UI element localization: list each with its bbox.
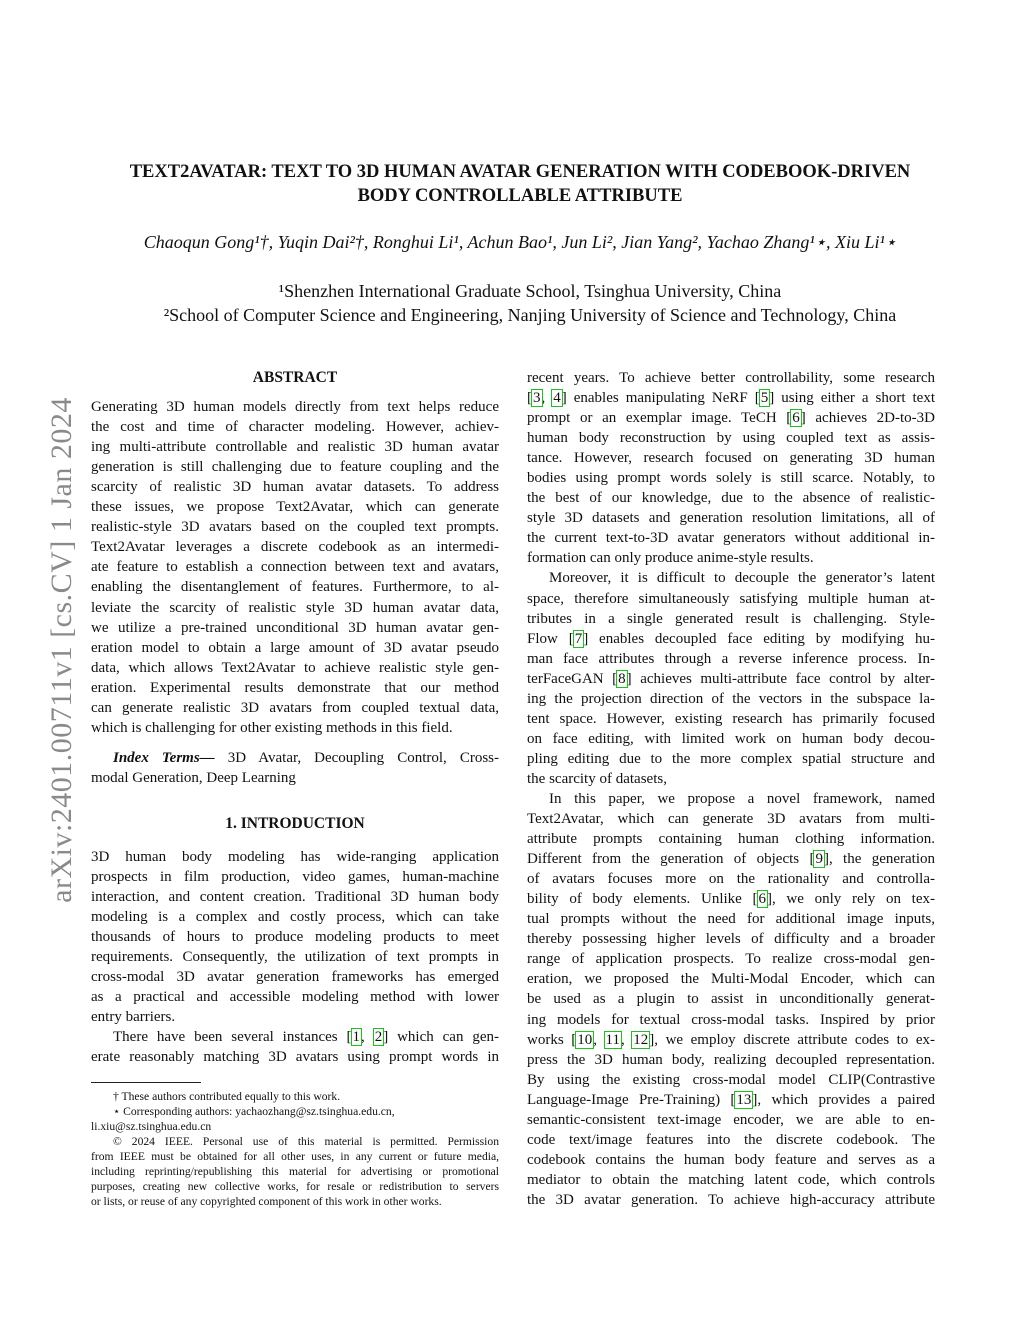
abstract-line: scarcity of realistic 3D human avatar datasets. To address <box>91 479 499 496</box>
intro-line: cross-modal 3D avatar generation frameworks has emerged <box>91 969 499 986</box>
body-line: recent years. To achieve better controllability, some research <box>527 370 935 386</box>
abstract-line: these issues, we propose Text2Avatar, which can generate <box>91 499 499 516</box>
abstract-heading: ABSTRACT <box>252 369 338 386</box>
footnote-rule <box>91 1082 201 1083</box>
body-line: In this paper, we propose a novel framework, named <box>549 790 935 807</box>
title-line: BODY CONTROLLABLE ATTRIBUTE <box>357 186 683 206</box>
body-paragraph <box>527 568 935 789</box>
text-run: [ <box>527 390 532 407</box>
citation-link[interactable]: 8 <box>618 670 626 687</box>
body-line: formation can only produce anime-style results. <box>527 550 814 567</box>
text-run: works [ <box>527 1031 577 1048</box>
abstract-line: Generating 3D human models directly from text helps reduce <box>91 399 499 416</box>
body-line: the current text-to-3D avatar generators without additional in- <box>527 530 935 547</box>
body-line: space, therefore simultaneously satisfying multiple human at- <box>527 590 935 607</box>
affiliation-line: ¹Shenzhen International Graduate School, Tsinghua University, China <box>278 281 782 301</box>
abstract-line: enabling the disentanglement of features. Furthermore, to al- <box>91 579 499 596</box>
body-paragraph <box>527 789 935 1210</box>
body-line: eration, we proposed the Multi-Modal Encoder, which can <box>527 971 935 988</box>
intro-line: interaction, and content creation. Traditional 3D human body <box>91 889 499 906</box>
body-line: man face attributes through a reverse inference process. In- <box>527 650 935 667</box>
author-list: Chaoqun Gong¹†, Yuqin Dai²†, Ronghui Li¹, Achun Bao¹, Jun Li², Jian Yang², Yachao Zhang¹⋆, Xiu Li¹⋆ <box>143 232 897 252</box>
body-line: on face editing, with limited work on human body decou- <box>527 730 935 747</box>
footnotes <box>91 1089 499 1209</box>
body-line <box>527 388 935 408</box>
text-run: ] achieves multi-attribute face control by alter- <box>626 670 935 687</box>
citation-link[interactable]: 13 <box>736 1091 752 1108</box>
index-terms-label: Index Terms— <box>113 749 215 766</box>
body-line: pling editing due to the more complex spatial structure and <box>527 750 935 767</box>
body-line: bodies using prompt words solely is still scarce. Notably, to <box>527 470 935 487</box>
citation-link[interactable]: 12 <box>633 1031 649 1048</box>
paper-title <box>80 160 960 208</box>
intro-paragraph <box>91 1027 499 1067</box>
text-run: Language-Image Pre-Training) [ <box>527 1091 736 1108</box>
body-line: the best of our knowledge, due to the absence of realistic- <box>527 490 935 507</box>
citation-link[interactable]: 7 <box>574 630 583 647</box>
abstract-line: we utilize a pre-trained unconditional 3D human avatar gen- <box>91 619 499 636</box>
intro-paragraph <box>91 847 499 1027</box>
text-run: , <box>541 390 553 407</box>
text-run: Different from the generation of objects [ <box>527 851 815 868</box>
intro-line: 3D human body modeling has wide-ranging application <box>91 848 499 865</box>
intro-line: entry barriers. <box>91 1009 176 1026</box>
text-run: Flow [ <box>527 630 574 647</box>
body-line: human body reconstruction by using coupled text as assis- <box>527 430 935 447</box>
citation-link[interactable]: 9 <box>815 851 823 868</box>
abstract-line: eration. Experimental results demonstrate that our method <box>91 679 499 696</box>
body-line: attribute prompts containing human clothing information. <box>527 831 935 848</box>
citation-link[interactable]: 11 <box>605 1031 620 1048</box>
text-run: ] using either a short text <box>769 390 935 407</box>
body-line <box>527 1090 935 1110</box>
body-line <box>527 1030 935 1050</box>
body-line <box>527 669 935 689</box>
index-terms-line <box>91 748 499 768</box>
intro-line: as a practical and accessible modeling method with lower <box>91 989 499 1006</box>
intro-line <box>91 1027 499 1047</box>
footnote-line: † These authors contributed equally to this work. <box>113 1089 341 1103</box>
footnote-line: ⋆ Corresponding authors: yachaozhang@sz.tsinghua.edu.cn, <box>113 1104 395 1118</box>
citation-link[interactable]: 1 <box>352 1029 361 1046</box>
body-line <box>527 849 935 869</box>
body-line: codebook contains the human body feature and serves as a <box>527 1151 935 1168</box>
text-run: ] enables manipulating NeRF [ <box>561 390 760 407</box>
abstract-line: realistic-style 3D avatars based on the coupled text prompts. <box>91 519 499 536</box>
body-line: range of application prospects. To realize cross-modal gen- <box>527 951 935 968</box>
intro-line: erate reasonably matching 3D avatars using prompt words in <box>91 1049 499 1066</box>
copyright-line: including reprinting/republishing this material for advertising or promotional <box>91 1164 499 1178</box>
text-run: , <box>593 1031 605 1048</box>
body-line: Moreover, it is difficult to decouple the generator’s latent <box>549 570 935 587</box>
text-run: There have been several instances [ <box>113 1029 352 1046</box>
text-run: ] achieves 2D-to-3D <box>800 410 935 427</box>
copyright-line: from IEEE must be obtained for all other uses, in any current or future media, <box>91 1149 499 1163</box>
copyright-line: © 2024 IEEE. Personal use of this material is permitted. Permission <box>113 1134 499 1148</box>
text-run: ], we employ discrete attribute codes to ex- <box>649 1031 936 1048</box>
body-line: tance. However, research focused on generating 3D human <box>527 450 935 467</box>
affiliation-line: ²School of Computer Science and Engineering, Nanjing University of Science and Technology, China <box>163 305 897 325</box>
intro-line: requirements. Consequently, the utilization of text prompts in <box>91 949 499 966</box>
intro-line: prospects in film production, video games, human-machine <box>91 869 499 886</box>
body-line: press the 3D human body, realizing decoupled representation. <box>527 1051 935 1068</box>
copyright-line: purposes, creating new collective works, for resale or redistribution to servers <box>91 1179 499 1193</box>
intro-heading: 1. INTRODUCTION <box>225 814 365 832</box>
body-line: Text2Avatar, which can generate 3D avatars from multi- <box>527 811 935 828</box>
body-line: the scarcity of datasets, <box>527 770 667 787</box>
text-run: ], we only rely on tex- <box>767 891 935 908</box>
body-line: ing the projection direction of the vectors in the subspace la- <box>527 690 935 707</box>
footnote-line: li.xiu@sz.tsinghua.edu.cn <box>91 1119 212 1133</box>
citation-link[interactable]: 4 <box>553 390 561 407</box>
body-line <box>527 408 935 428</box>
intro-line: modeling is a complex and costly process, which can take <box>91 909 499 926</box>
abstract-line: which is challenging for other existing methods in this field. <box>91 719 453 736</box>
abstract-line: leviate the scarcity of realistic style 3D human avatar data, <box>91 599 499 616</box>
abstract-line: generation is still challenging due to feature coupling and the <box>91 459 499 476</box>
body-line: tent space. However, existing research has primarily focused <box>527 710 935 727</box>
abstract-line: ate feature to establish a connection between text and avatars, <box>91 559 499 576</box>
affiliations <box>60 279 1000 327</box>
citation-link[interactable]: 2 <box>374 1029 383 1046</box>
body-line: semantic-consistent text-image encoder, we are able to en- <box>527 1111 935 1128</box>
text-run: , <box>620 1031 633 1048</box>
body-paragraph <box>527 368 935 568</box>
right-column <box>527 368 935 1210</box>
index-terms <box>91 748 499 788</box>
body-line <box>527 629 935 649</box>
index-terms-text: 3D Avatar, Decoupling Control, Cross- <box>214 749 499 766</box>
intro-line: thousands of hours to produce modeling products to meet <box>91 929 499 946</box>
abstract-line: can generate realistic 3D avatars from coupled textual data, <box>91 699 499 716</box>
text-run: , <box>361 1029 374 1046</box>
text-run: prompt or an exemplar image. TeCH [ <box>527 410 792 427</box>
body-line: be used as a plugin to assist in unconditionally generat- <box>527 991 935 1008</box>
body-line: ing models for textual cross-modal tasks. Inspired by prior <box>527 1011 935 1028</box>
citation-link[interactable]: 10 <box>577 1031 593 1048</box>
body-line: tual prompts without the need for additional image inputs, <box>527 911 935 928</box>
text-run: ] which can gen- <box>383 1029 500 1046</box>
title-line: TEXT2AVATAR: TEXT TO 3D HUMAN AVATAR GENERATION WITH CODEBOOK-DRIVEN <box>129 162 911 182</box>
body-line: of avatars focuses more on the rationality and controlla- <box>527 871 935 888</box>
abstract-body <box>91 397 499 738</box>
text-run: ], which provides a paired <box>752 1091 935 1108</box>
body-line: thereby possessing higher levels of difficulty and a broader <box>527 931 935 948</box>
arxiv-side-stamp: arXiv:2401.00711v1 [cs.CV] 1 Jan 2024 <box>45 397 78 903</box>
body-line: By using the existing cross-modal model CLIP(Contrastive <box>527 1071 935 1088</box>
text-run: ] enables decoupled face editing by modifying hu- <box>583 630 935 647</box>
body-line: tributes in a single generated result is challenging. Style- <box>527 610 935 627</box>
left-column <box>91 368 499 1209</box>
citation-link[interactable]: 6 <box>758 891 766 908</box>
body-line: the 3D avatar generation. To achieve high-accuracy attribute <box>527 1191 935 1208</box>
citation-link[interactable]: 6 <box>792 410 800 427</box>
abstract-line: data, which allows Text2Avatar to achieve realistic style gen- <box>91 659 499 676</box>
text-run: ], the generation <box>823 851 936 868</box>
abstract-line: the cost and time of character modeling. However, achiev- <box>91 419 499 436</box>
citation-link[interactable]: 5 <box>760 390 769 407</box>
text-run: bility of body elements. Unlike [ <box>527 891 758 908</box>
abstract-line: ing multi-attribute controllable and realistic 3D human avatar <box>91 439 499 456</box>
body-line <box>527 889 935 909</box>
text-run: terFaceGAN [ <box>527 670 618 687</box>
citation-link[interactable]: 3 <box>533 390 541 407</box>
index-terms-line: modal Generation, Deep Learning <box>91 769 296 786</box>
body-line: mediator to obtain the matching latent code, which controls <box>527 1171 935 1188</box>
body-line: code text/image features into the discrete codebook. The <box>527 1131 935 1148</box>
abstract-line: Text2Avatar leverages a discrete codebook as an intermedi- <box>91 539 499 556</box>
copyright-line: or lists, or reuse of any copyrighted component of this work in other works. <box>91 1194 442 1208</box>
body-line: style 3D datasets and generation resolution limitations, all of <box>527 510 935 527</box>
abstract-line: eration model to obtain a large amount of 3D avatar pseudo <box>91 639 499 656</box>
